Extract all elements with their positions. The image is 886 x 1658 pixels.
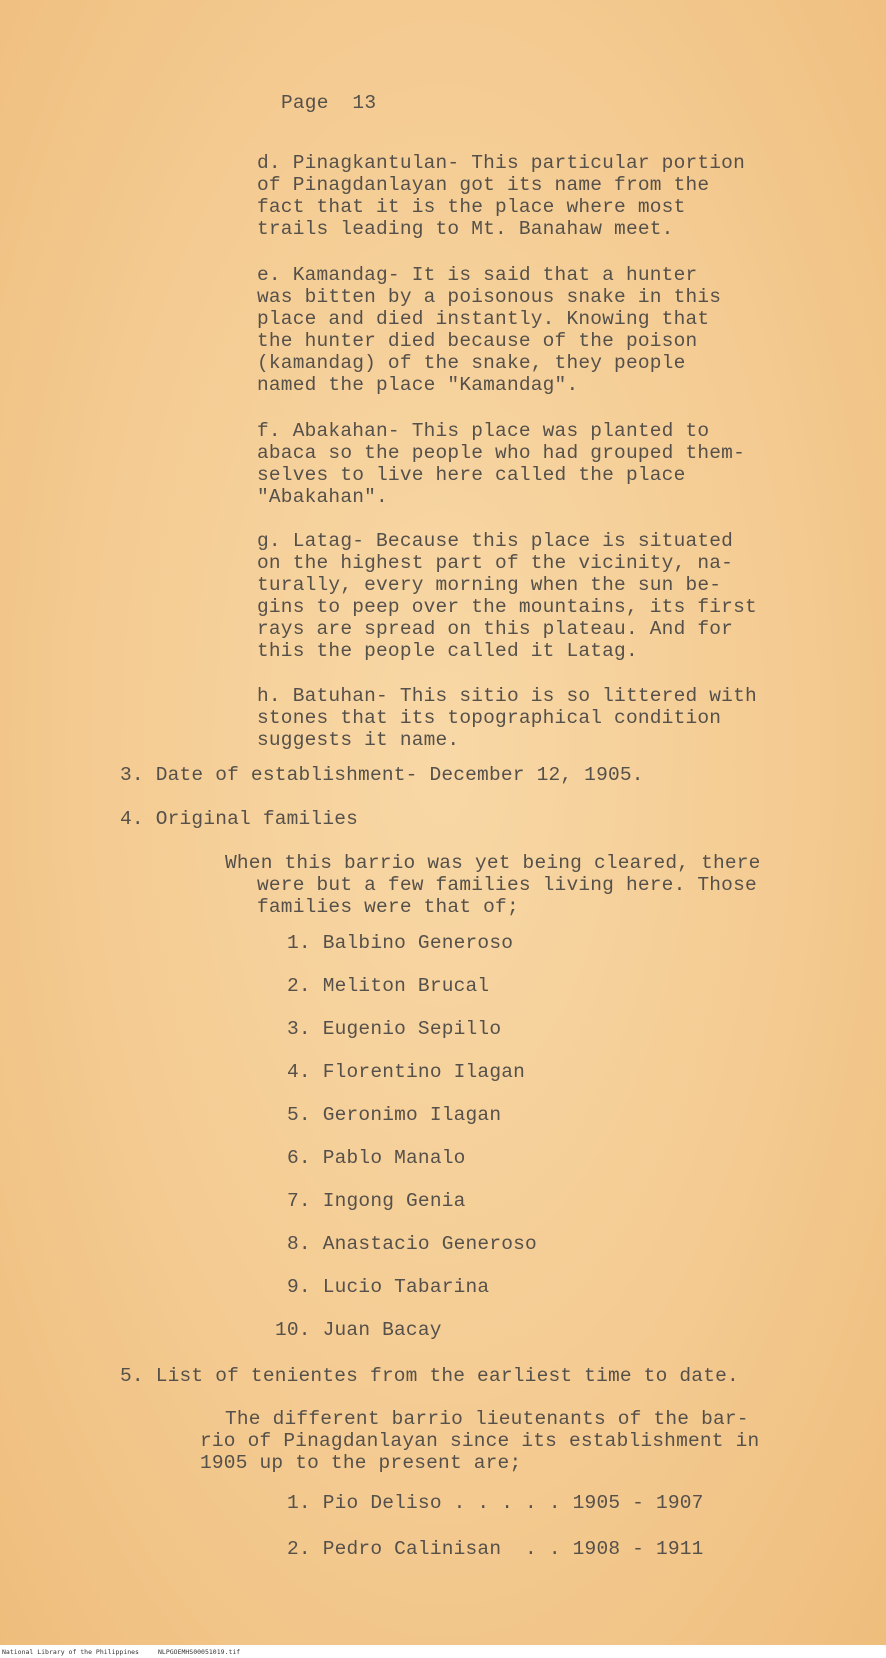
- list-item: 1. Pio Deliso . . . . . 1905 - 1907: [287, 1492, 704, 1514]
- text-line: selves to live here called the place: [257, 464, 686, 486]
- footer-library: National Library of the Philippines: [2, 1648, 139, 1656]
- text-line: g. Latag- Because this place is situated: [257, 530, 734, 552]
- text-line: place and died instantly. Knowing that: [257, 308, 710, 330]
- list-item: 3. Eugenio Sepillo: [287, 1018, 502, 1040]
- text-line: families were that of;: [257, 896, 519, 918]
- page-header: Page 13: [281, 92, 377, 114]
- text-line: turally, every morning when the sun be-: [257, 574, 722, 596]
- text-line: f. Abakahan- This place was planted to: [257, 420, 710, 442]
- text-line: rio of Pinagdanlayan since its establishment in: [200, 1430, 760, 1452]
- section-heading-tenientes: 5. List of tenientes from the earliest time to date.: [120, 1365, 739, 1387]
- list-item: 2. Pedro Calinisan . . 1908 - 1911: [287, 1538, 704, 1560]
- text-line: on the highest part of the vicinity, na-: [257, 552, 734, 574]
- list-item: 8. Anastacio Generoso: [287, 1233, 537, 1255]
- list-item: 5. Geronimo Ilagan: [287, 1104, 502, 1126]
- text-line: 1905 up to the present are;: [200, 1452, 522, 1474]
- text-line: suggests it name.: [257, 729, 460, 751]
- list-item: 9. Lucio Tabarina: [287, 1276, 490, 1298]
- text-line: of Pinagdanlayan got its name from the: [257, 174, 710, 196]
- footer-filename: NLPGOEMHS00051019.tif: [158, 1648, 241, 1656]
- text-line: was bitten by a poisonous snake in this: [257, 286, 722, 308]
- text-line: When this barrio was yet being cleared, there: [225, 852, 761, 874]
- list-item: 1. Balbino Generoso: [287, 932, 514, 954]
- text-line: (kamandag) of the snake, they people: [257, 352, 686, 374]
- text-line: were but a few families living here. Those: [257, 874, 757, 896]
- text-line: named the place "Kamandag".: [257, 374, 579, 396]
- text-line: d. Pinagkantulan- This particular portion: [257, 152, 745, 174]
- text-line: h. Batuhan- This sitio is so littered with: [257, 685, 757, 707]
- text-line: this the people called it Latag.: [257, 640, 638, 662]
- list-item: 10. Juan Bacay: [275, 1319, 442, 1341]
- text-line: stones that its topographical condition: [257, 707, 722, 729]
- text-line: "Abakahan".: [257, 486, 388, 508]
- text-line: abaca so the people who had grouped them-: [257, 442, 745, 464]
- text-line: gins to peep over the mountains, its first: [257, 596, 757, 618]
- text-line: fact that it is the place where most: [257, 196, 686, 218]
- text-line: rays are spread on this plateau. And for: [257, 618, 734, 640]
- section-heading-establishment: 3. Date of establishment- December 12, 1905.: [120, 764, 644, 786]
- text-line: the hunter died because of the poison: [257, 330, 698, 352]
- list-item: 4. Florentino Ilagan: [287, 1061, 526, 1083]
- list-item: 2. Meliton Brucal: [287, 975, 490, 997]
- text-line: e. Kamandag- It is said that a hunter: [257, 264, 698, 286]
- list-item: 7. Ingong Genia: [287, 1190, 466, 1212]
- section-heading-original-families: 4. Original families: [120, 808, 359, 830]
- list-item: 6. Pablo Manalo: [287, 1147, 466, 1169]
- scan-footer: [0, 1645, 886, 1658]
- text-line: The different barrio lieutenants of the bar-: [225, 1408, 749, 1430]
- text-line: trails leading to Mt. Banahaw meet.: [257, 218, 674, 240]
